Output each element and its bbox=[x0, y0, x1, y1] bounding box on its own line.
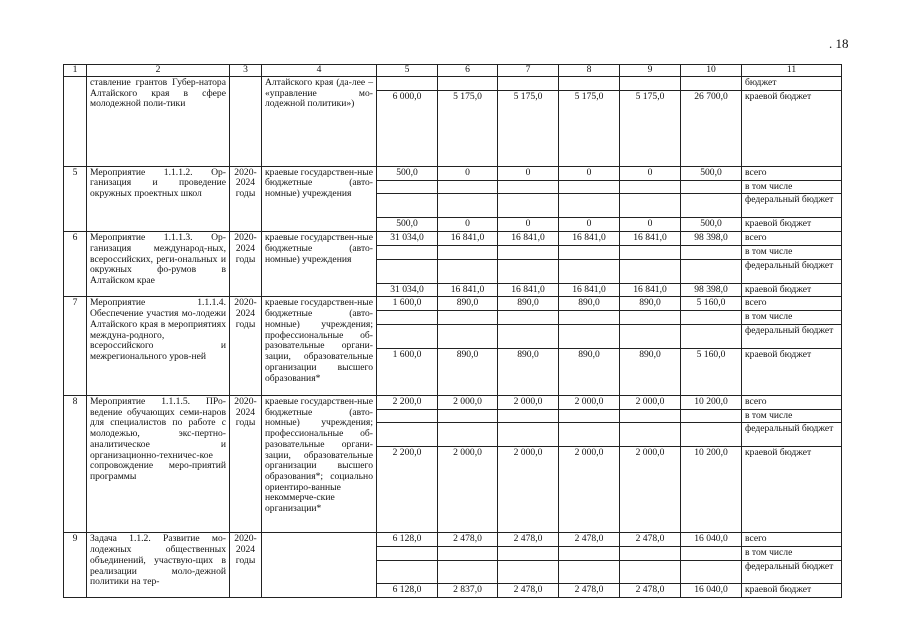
value-cell: 2 200,0 bbox=[377, 447, 438, 533]
value-cell bbox=[620, 77, 681, 91]
value-cell bbox=[498, 423, 559, 447]
funding-source: краевой бюджет bbox=[742, 447, 842, 533]
executor: краевые государствен-ные бюджетные (авто-номные) учреждения bbox=[262, 232, 377, 297]
value-cell: 16 841,0 bbox=[559, 232, 620, 246]
value-cell bbox=[498, 324, 559, 348]
value-cell bbox=[498, 77, 559, 91]
value-cell: 16 841,0 bbox=[438, 232, 498, 246]
funding-source: в том числе bbox=[742, 180, 842, 194]
period bbox=[230, 77, 262, 167]
value-cell bbox=[559, 245, 620, 259]
value-cell: 2 837,0 bbox=[438, 583, 498, 597]
value-cell bbox=[681, 423, 742, 447]
value-cell bbox=[438, 194, 498, 218]
activity-name: Мероприятие 1.1.1.4. Обеспечение участия мо-лодежи Алтайского края в мероприятиях междуна-родного, всероссийского и межрегионального уров-ней bbox=[87, 297, 230, 395]
value-cell bbox=[498, 547, 559, 561]
activity-name: ставление грантов Губер-натора Алтайского края в сфере молодежной поли-тики bbox=[87, 77, 230, 167]
activity-name: Задача 1.1.2. Развитие мо-лодежных общественных объединений, участвую-щих в реализации моло-дежной политики на тер- bbox=[87, 533, 230, 597]
header-cell: 8 bbox=[559, 65, 620, 77]
value-cell bbox=[559, 324, 620, 348]
page-number: . 18 bbox=[829, 36, 849, 51]
value-cell: 16 040,0 bbox=[681, 583, 742, 597]
value-cell bbox=[438, 259, 498, 283]
funding-source: федеральный бюджет bbox=[742, 324, 842, 348]
value-cell bbox=[377, 245, 438, 259]
value-cell: 1 600,0 bbox=[377, 348, 438, 395]
value-cell bbox=[559, 423, 620, 447]
value-cell: 2 000,0 bbox=[559, 447, 620, 533]
value-cell: 16 841,0 bbox=[559, 283, 620, 297]
value-cell bbox=[620, 194, 681, 218]
value-cell: 0 bbox=[498, 218, 559, 232]
funding-source: краевой бюджет bbox=[742, 348, 842, 395]
value-cell: 16 841,0 bbox=[498, 283, 559, 297]
value-cell bbox=[559, 180, 620, 194]
funding-source: федеральный бюджет bbox=[742, 560, 842, 583]
value-cell: 10 200,0 bbox=[681, 395, 742, 409]
value-cell: 890,0 bbox=[498, 297, 559, 311]
value-cell: 500,0 bbox=[681, 166, 742, 180]
value-cell: 0 bbox=[620, 218, 681, 232]
header-cell: 4 bbox=[262, 65, 377, 77]
value-cell bbox=[681, 194, 742, 218]
value-cell bbox=[559, 194, 620, 218]
value-cell bbox=[620, 409, 681, 423]
table-row bbox=[64, 297, 842, 311]
value-cell: 6 128,0 bbox=[377, 583, 438, 597]
value-cell: 2 478,0 bbox=[620, 583, 681, 597]
value-cell: 10 200,0 bbox=[681, 447, 742, 533]
funding-source: всего bbox=[742, 297, 842, 311]
value-cell bbox=[681, 324, 742, 348]
value-cell bbox=[438, 324, 498, 348]
executor: краевые государствен-ные бюджетные (авто-номные) учреждения; профессиональные об-разовательные органи-зации, образовательные организации высшего образования*; социально ориентиро-ванные некоммерче-ские организации* bbox=[262, 395, 377, 532]
funding-source: федеральный бюджет bbox=[742, 259, 842, 283]
value-cell: 0 bbox=[559, 166, 620, 180]
value-cell: 890,0 bbox=[620, 297, 681, 311]
header-cell: 7 bbox=[498, 65, 559, 77]
value-cell: 890,0 bbox=[620, 348, 681, 395]
value-cell bbox=[681, 245, 742, 259]
header-cell: 11 bbox=[742, 65, 842, 77]
table-row bbox=[64, 166, 842, 180]
value-cell bbox=[377, 409, 438, 423]
value-cell: 5 175,0 bbox=[559, 90, 620, 166]
funding-source: в том числе bbox=[742, 311, 842, 325]
value-cell: 0 bbox=[620, 166, 681, 180]
value-cell bbox=[681, 259, 742, 283]
value-cell bbox=[559, 311, 620, 325]
value-cell bbox=[498, 194, 559, 218]
value-cell bbox=[620, 560, 681, 583]
value-cell bbox=[377, 547, 438, 561]
value-cell: 2 000,0 bbox=[498, 447, 559, 533]
period: 2020-2024 годы bbox=[230, 232, 262, 297]
value-cell bbox=[620, 259, 681, 283]
value-cell: 0 bbox=[559, 218, 620, 232]
value-cell: 500,0 bbox=[681, 218, 742, 232]
value-cell: 500,0 bbox=[377, 166, 438, 180]
funding-source: всего bbox=[742, 395, 842, 409]
value-cell bbox=[377, 77, 438, 91]
value-cell bbox=[620, 311, 681, 325]
value-cell: 6 000,0 bbox=[377, 90, 438, 166]
value-cell bbox=[438, 409, 498, 423]
value-cell: 2 478,0 bbox=[559, 533, 620, 547]
value-cell: 890,0 bbox=[559, 297, 620, 311]
value-cell: 2 478,0 bbox=[498, 583, 559, 597]
value-cell: 2 000,0 bbox=[438, 395, 498, 409]
value-cell bbox=[681, 180, 742, 194]
value-cell bbox=[377, 423, 438, 447]
value-cell: 5 175,0 bbox=[498, 90, 559, 166]
value-cell: 1 600,0 bbox=[377, 297, 438, 311]
value-cell: 2 000,0 bbox=[559, 395, 620, 409]
value-cell: 16 841,0 bbox=[620, 232, 681, 246]
value-cell bbox=[498, 560, 559, 583]
executor: Алтайского края (да-лее – «управление мо-лодежной политики») bbox=[262, 77, 377, 167]
value-cell: 890,0 bbox=[438, 348, 498, 395]
value-cell bbox=[377, 194, 438, 218]
value-cell bbox=[559, 547, 620, 561]
funding-source: краевой бюджет bbox=[742, 583, 842, 597]
activity-name: Мероприятие 1.1.1.2. Ор-ганизация и проведение окружных проектных школ bbox=[87, 166, 230, 231]
value-cell bbox=[498, 180, 559, 194]
funding-source: всего bbox=[742, 232, 842, 246]
period: 2020-2024 годы bbox=[230, 297, 262, 395]
value-cell: 16 841,0 bbox=[620, 283, 681, 297]
value-cell bbox=[438, 245, 498, 259]
value-cell: 98 398,0 bbox=[681, 283, 742, 297]
table-row bbox=[64, 395, 842, 409]
activity-name: Мероприятие 1.1.1.3. Ор-ганизация международ-ных, всероссийских, реги-ональных и окружных фо-румов в Алтайском крае bbox=[87, 232, 230, 297]
value-cell: 0 bbox=[438, 218, 498, 232]
row-number: 5 bbox=[64, 166, 87, 231]
value-cell bbox=[681, 547, 742, 561]
value-cell: 2 478,0 bbox=[438, 533, 498, 547]
funding-source: всего bbox=[742, 533, 842, 547]
value-cell: 0 bbox=[438, 166, 498, 180]
value-cell bbox=[438, 423, 498, 447]
row-number: 6 bbox=[64, 232, 87, 297]
value-cell bbox=[498, 259, 559, 283]
value-cell bbox=[559, 409, 620, 423]
funding-source: в том числе bbox=[742, 547, 842, 561]
value-cell bbox=[559, 560, 620, 583]
value-cell: 31 034,0 bbox=[377, 283, 438, 297]
value-cell: 2 478,0 bbox=[498, 533, 559, 547]
funding-source: бюджет bbox=[742, 77, 842, 91]
header-cell: 9 bbox=[620, 65, 681, 77]
value-cell: 5 160,0 bbox=[681, 348, 742, 395]
budget-table-container bbox=[63, 64, 841, 602]
header-cell: 1 bbox=[64, 65, 87, 77]
value-cell: 0 bbox=[498, 166, 559, 180]
funding-source: краевой бюджет bbox=[742, 218, 842, 232]
value-cell bbox=[498, 245, 559, 259]
value-cell bbox=[620, 180, 681, 194]
value-cell: 2 000,0 bbox=[620, 447, 681, 533]
value-cell: 890,0 bbox=[438, 297, 498, 311]
value-cell bbox=[377, 560, 438, 583]
value-cell bbox=[620, 245, 681, 259]
value-cell: 890,0 bbox=[559, 348, 620, 395]
row-number: 9 bbox=[64, 533, 87, 597]
row-number: 7 bbox=[64, 297, 87, 395]
header-row bbox=[64, 65, 842, 77]
funding-source: в том числе bbox=[742, 245, 842, 259]
value-cell bbox=[620, 423, 681, 447]
value-cell: 2 478,0 bbox=[559, 583, 620, 597]
funding-source: краевой бюджет bbox=[742, 90, 842, 166]
value-cell bbox=[559, 77, 620, 91]
value-cell bbox=[681, 560, 742, 583]
value-cell: 5 160,0 bbox=[681, 297, 742, 311]
value-cell bbox=[498, 311, 559, 325]
value-cell bbox=[377, 311, 438, 325]
value-cell bbox=[438, 180, 498, 194]
value-cell: 5 175,0 bbox=[438, 90, 498, 166]
header-cell: 6 bbox=[438, 65, 498, 77]
value-cell: 6 128,0 bbox=[377, 533, 438, 547]
table-row bbox=[64, 77, 842, 91]
value-cell bbox=[681, 311, 742, 325]
value-cell: 16 040,0 bbox=[681, 533, 742, 547]
value-cell: 16 841,0 bbox=[438, 283, 498, 297]
value-cell: 31 034,0 bbox=[377, 232, 438, 246]
value-cell bbox=[438, 547, 498, 561]
table-row bbox=[64, 533, 842, 547]
value-cell: 2 478,0 bbox=[620, 533, 681, 547]
activity-name: Мероприятие 1.1.1.5. ПРо-ведение обучающих семи-наров для специалистов по работе с молодежью, экс-пертно-аналитическое и организационно-техничес-кое сопровождение меро-приятий программы bbox=[87, 395, 230, 532]
period: 2020-2024 годы bbox=[230, 533, 262, 597]
value-cell: 2 000,0 bbox=[620, 395, 681, 409]
row-number bbox=[64, 77, 87, 167]
value-cell bbox=[377, 259, 438, 283]
value-cell: 5 175,0 bbox=[620, 90, 681, 166]
value-cell: 98 398,0 bbox=[681, 232, 742, 246]
header-cell: 2 bbox=[87, 65, 230, 77]
value-cell bbox=[620, 547, 681, 561]
value-cell: 500,0 bbox=[377, 218, 438, 232]
value-cell: 2 000,0 bbox=[438, 447, 498, 533]
budget-table bbox=[63, 64, 842, 598]
value-cell bbox=[377, 324, 438, 348]
executor: краевые государствен-ные бюджетные (авто-номные) учреждения; профессиональные об-разовательные органи-зации, образовательные организации высшего образования* bbox=[262, 297, 377, 395]
value-cell bbox=[377, 180, 438, 194]
value-cell bbox=[559, 259, 620, 283]
value-cell bbox=[681, 77, 742, 91]
value-cell bbox=[620, 324, 681, 348]
executor bbox=[262, 533, 377, 597]
value-cell bbox=[498, 409, 559, 423]
value-cell: 26 700,0 bbox=[681, 90, 742, 166]
header-cell: 10 bbox=[681, 65, 742, 77]
value-cell: 2 000,0 bbox=[498, 395, 559, 409]
table-row bbox=[64, 232, 842, 246]
period: 2020-2024 годы bbox=[230, 166, 262, 231]
value-cell: 16 841,0 bbox=[498, 232, 559, 246]
funding-source: в том числе bbox=[742, 409, 842, 423]
value-cell bbox=[438, 311, 498, 325]
value-cell bbox=[438, 77, 498, 91]
funding-source: федеральный бюджет bbox=[742, 194, 842, 218]
executor: краевые государствен-ные бюджетные (авто-номные) учреждения bbox=[262, 166, 377, 231]
value-cell bbox=[681, 409, 742, 423]
funding-source: всего bbox=[742, 166, 842, 180]
funding-source: краевой бюджет bbox=[742, 283, 842, 297]
value-cell: 890,0 bbox=[498, 348, 559, 395]
funding-source: федеральный бюджет bbox=[742, 423, 842, 447]
period: 2020-2024 годы bbox=[230, 395, 262, 532]
header-cell: 3 bbox=[230, 65, 262, 77]
row-number: 8 bbox=[64, 395, 87, 532]
header-cell: 5 bbox=[377, 65, 438, 77]
value-cell: 2 200,0 bbox=[377, 395, 438, 409]
value-cell bbox=[438, 560, 498, 583]
